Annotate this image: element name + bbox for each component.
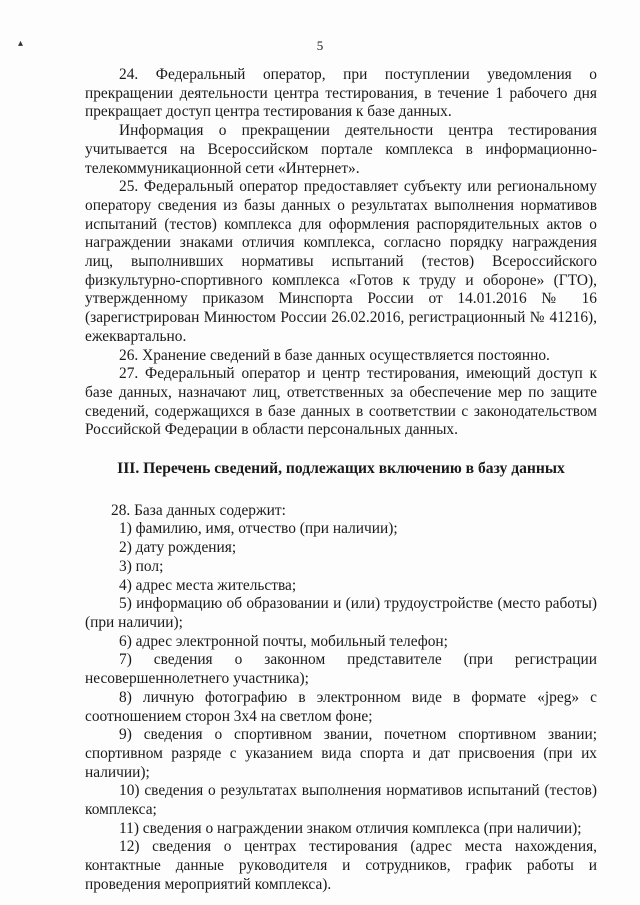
list-item: 4) адрес места жительства; [119,576,297,594]
paragraph-info: Информация о прекращении деятельности центра тестирования учитывается на Всероссийском портале комплекса в информационно-телекоммуникационной сети «Интернет». [85,122,597,177]
stray-mark: ▴ [18,38,24,49]
paragraph-28-lead: 28. База данных содержит: [111,501,286,519]
list-item: 11) сведения о награждении знаком отличия комплекса (при наличии); [119,819,582,837]
paragraph-26: 26. Хранение сведений в базе данных осуществляется постоянно. [119,346,550,364]
list-item: 10) сведения о результатах выполнения нормативов испытаний (тестов) комплекса; [85,782,597,819]
document-body [85,66,597,895]
list-item: 8) личную фотографию в электронном виде в формате «jpeg» с соотношением сторон 3х4 на светлом фоне; [85,688,597,725]
page-number: 5 [316,38,324,53]
list-item: 7) сведения о законном представителе (при регистрации несовершеннолетнего участника); [85,651,597,688]
list-item: 9) сведения о спортивном звании, почетном спортивном звании; спортивном разряде с указанием вида спорта и дат присвоения (при их наличии); [85,726,597,781]
paragraph-27: 27. Федеральный оператор и центр тестирования, имеющий доступ к базе данных, назначают лиц, ответственных за обеспечение мер по защите сведений, содержащихся в базе данных в соответствии с законодательством Российской Федерации в области персональных данных. [85,365,597,439]
list-item: 12) сведения о центрах тестирования (адрес места нахождения, контактные данные руководителя и сотрудников, график работы и проведения мероприятий комплекса). [85,838,597,893]
list-item: 3) пол; [119,557,164,575]
list-item: 1) фамилию, имя, отчество (при наличии); [119,520,398,538]
list-item: 2) дату рождения; [119,539,237,557]
list-item: 6) адрес электронной почты, мобильный телефон; [119,632,448,650]
section-heading: III. Перечень сведений, подлежащих включению в базу данных [117,460,565,478]
paragraph-24: 24. Федеральный оператор, при поступлении уведомления о прекращении деятельности центра тестирования, в течение 1 рабочего дня прекращает доступ центра тестирования к базе данных. [85,66,597,121]
list-item: 5) информацию об образовании и (или) трудоустройстве (место работы) (при наличии); [85,595,597,631]
paragraph-25: 25. Федеральный оператор предоставляет субъекту или региональному оператору сведения из базы данных о результатах выполнения нормативов испытаний (тестов) комплекса для оформления распорядительных актов о награждении знаками отличия комплекса, согласно порядку награждения лиц, выполнивших нормативы испытаний (тестов) Всероссийского физкультурно-спортивного комплекса «Готов к труду и обороне» (ГТО), утвержденному приказом Минспорта России от 14.01.2016 № 16 (зарегистрирован Минюстом России 26.02.2016, регистрационный № 41216), ежеквартально. [85,178,597,345]
